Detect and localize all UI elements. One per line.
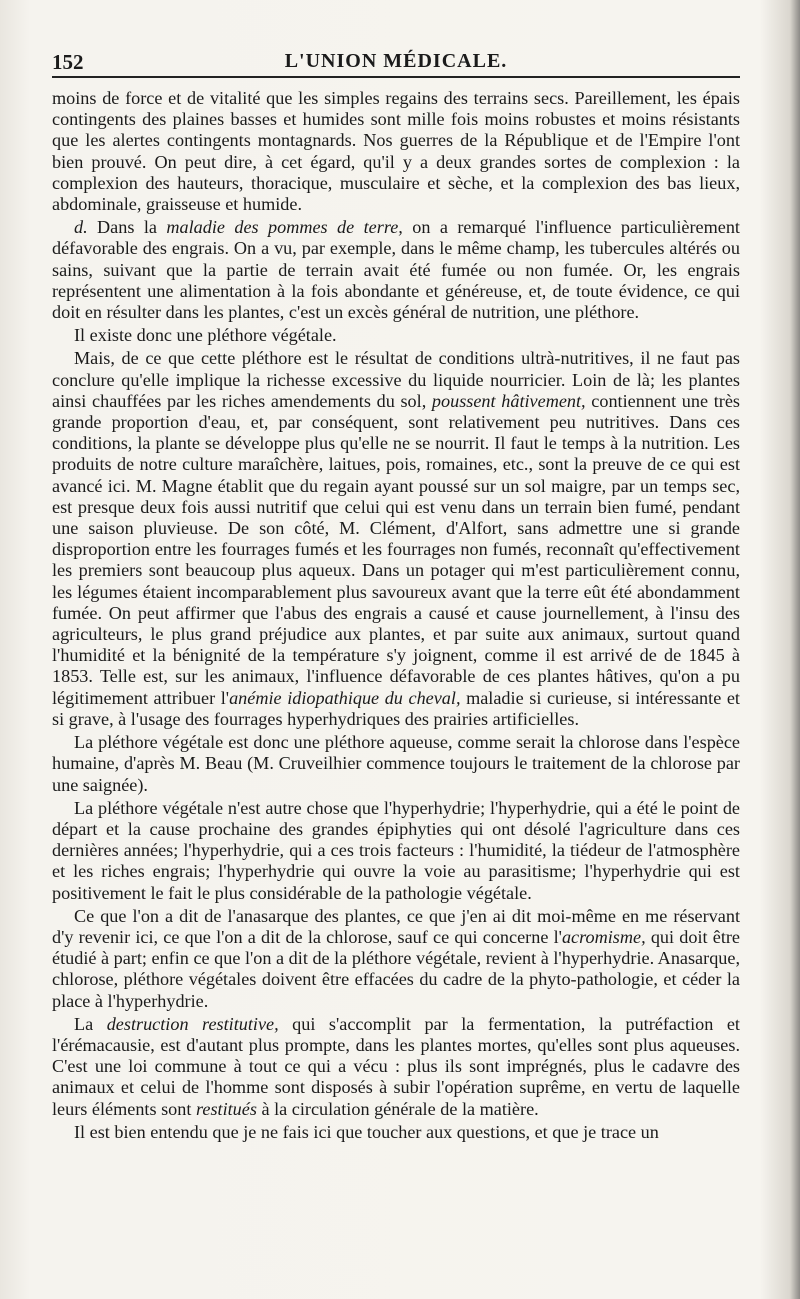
paragraph-p3 xyxy=(52,325,740,346)
italic-text: restitués xyxy=(195,1098,257,1119)
header-rule xyxy=(52,76,740,78)
paragraph-text: Il est bien entendu que je ne fais ici que toucher aux questions, et que je trace un xyxy=(74,1121,659,1142)
paragraph-p4 xyxy=(52,348,740,730)
paragraph-text: Il existe donc une pléthore végétale. xyxy=(74,325,337,346)
paragraph-p1 xyxy=(52,88,740,215)
italic-text: anémie idiopathique du cheval, xyxy=(229,687,461,708)
paragraph-text: on a remarqué l'influence particulièrement défavorable des engrais. On a vu, par exemple, dans le même champ, les tubercules altérés ou sains, suivant que la partie de terrain avait été fumée ou non fumée. Or, les engrais représentent une alimentation à la fois abondante et généreuse, et, de toute évidence, ce qui doit en résulter dans les plantes, c'est un excès général de nutrition, une pléthore. xyxy=(52,217,740,323)
paragraph-text: La xyxy=(74,1013,107,1034)
paragraph-p2 xyxy=(52,217,740,323)
italic-text: poussent hâtivement, xyxy=(431,390,586,411)
body-text xyxy=(52,88,740,1145)
paragraph-text: contiennent une très grande proportion d'eau, et, par conséquent, sont relativement peu nutritives. Dans ces conditions, la plante se développe plus qu'elle ne se nourrit. Il faut le temps à la nutrition. Les produits de notre culture maraîchère, laitues, pois, romaines, etc., sont la preuve de ce qui est avancé ici. M. Magne établit que du regain ayant poussé sur un sol maigre, par un temps sec, est presque deux fois aussi nutritif que celui qui est venu dans un terrain bien fumé, pendant une saison pluvieuse. De son côté, M. Clément, d'Alfort, sans admettre une si grande disproportion entre les fourrages fumés et les fourrages non fumés, reconnaît qu'effectivement les premiers sont beaucoup plus aqueux. Dans un potager qui m'est particulièrement connu, les légumes étaient incomparablement plus savoureux avant que la terre eût été abondamment fumée. On peut affirmer que l'abus des engrais a causé et cause journellement, à l'insu des agriculteurs, le plus grand préjudice aux plantes, et par suite aux animaux, surtout quand l'humidité et la bénignité de la température s'y joignent, comme il est arrivé de de 1845 à 1853. Telle est, sur les animaux, l'influence défavorable de ces plantes hâtives, qu'on a pu légitimement attribuer l' xyxy=(52,390,741,708)
paragraph-p5 xyxy=(52,732,740,796)
paragraph-text: La pléthore végétale n'est autre chose que l'hyperhydrie; l'hyperhydrie, qui a été le point de départ et la cause prochaine des grandes épiphyties qui ont désolé l'agriculture dans ces dernières années; l'hyperhydrie, qui a ces trois facteurs : l'humidité, la tiédeur de l'atmosphère et les riches engrais; l'hyperhydrie qui ouvre la voie au parasitisme; l'hyperhydrie qui est positivement le fait le plus considérable de la pathologie végétale. xyxy=(52,797,740,903)
running-title: L'UNION MÉDICALE. xyxy=(284,50,508,72)
paragraph-text: à la circulation générale de la matière. xyxy=(256,1098,539,1119)
paragraph-text: Ce que l'on a dit de l'anasarque des plantes, ce que j'en ai dit moi-même en me réservant d'y revenir ici, ce que l'on a dit de la chlorose, sauf ce qui concerne l' xyxy=(52,905,740,947)
paragraph-text: qui s'accomplit par la fermentation, la putréfaction et l'érémacausie, est d'autant plus prompte, dans les plantes mortes, qu'elles sont plus aqueuses. C'est une loi commune à tout ce qui a vécu : plus ils sont imprégnés, plus le cadavre des animaux et celui de l'homme sont disposés à subir l'opération suprême, en vertu de laquelle leurs éléments sont xyxy=(52,1013,740,1119)
paragraph-text: qui doit être étudié à part; enfin ce que l'on a dit de la pléthore végétale, revient à l'hyperhydrie. Anasarque, chlorose, pléthore végétales doivent être effacées du cadre de la phyto-pathologie, et céder la place à l'hyperhydrie. xyxy=(52,926,741,1011)
italic-text: maladie des pommes de terre, xyxy=(166,217,403,238)
paragraph-text: moins de force et de vitalité que les simples regains des terrains secs. Pareillement, les épais contingents des plaines basses et humides sont mille fois moins robustes et moins résistants que les alertes contingents montagnards. Nos guerres de la République et de l'Empire l'ont bien prouvé. On peut dire, à cet égard, qu'il y a deux grandes sortes de complexion : la complexion des hauteurs, thoracique, musculaire et sèche, et la complexion des bas lieux, abdominale, graisseuse et humide. xyxy=(52,88,740,215)
paragraph-p8 xyxy=(52,1014,740,1120)
page-number: 152 xyxy=(52,50,84,74)
italic-text: acromisme, xyxy=(561,926,646,947)
paragraph-text: Mais, de ce que cette pléthore est le résultat de conditions ultrà-nutritives, il ne faut pas conclure qu'elle implique la richesse excessive du liquide nourricier. Loin de là; les plantes ainsi chauffées par les riches amendements du sol, xyxy=(52,348,740,411)
paragraph-p7 xyxy=(52,906,740,1012)
paragraph-text: Dans la xyxy=(87,217,167,238)
paragraph-text: La pléthore végétale est donc une pléthore aqueuse, comme serait la chlorose dans l'espèce humaine, d'après M. Beau (M. Cruveilhier commence toujours le traitement de la chlorose par une saignée). xyxy=(52,732,740,795)
paragraph-text: maladie si curieuse, si intéressante et si grave, à l'usage des fourrages hyperhydriques des prairies artificielles. xyxy=(52,687,740,729)
paragraph-p9 xyxy=(52,1122,740,1143)
italic-text: destruction restitutive, xyxy=(106,1013,279,1034)
paragraph-p6 xyxy=(52,798,740,904)
italic-text: d. xyxy=(74,217,88,238)
